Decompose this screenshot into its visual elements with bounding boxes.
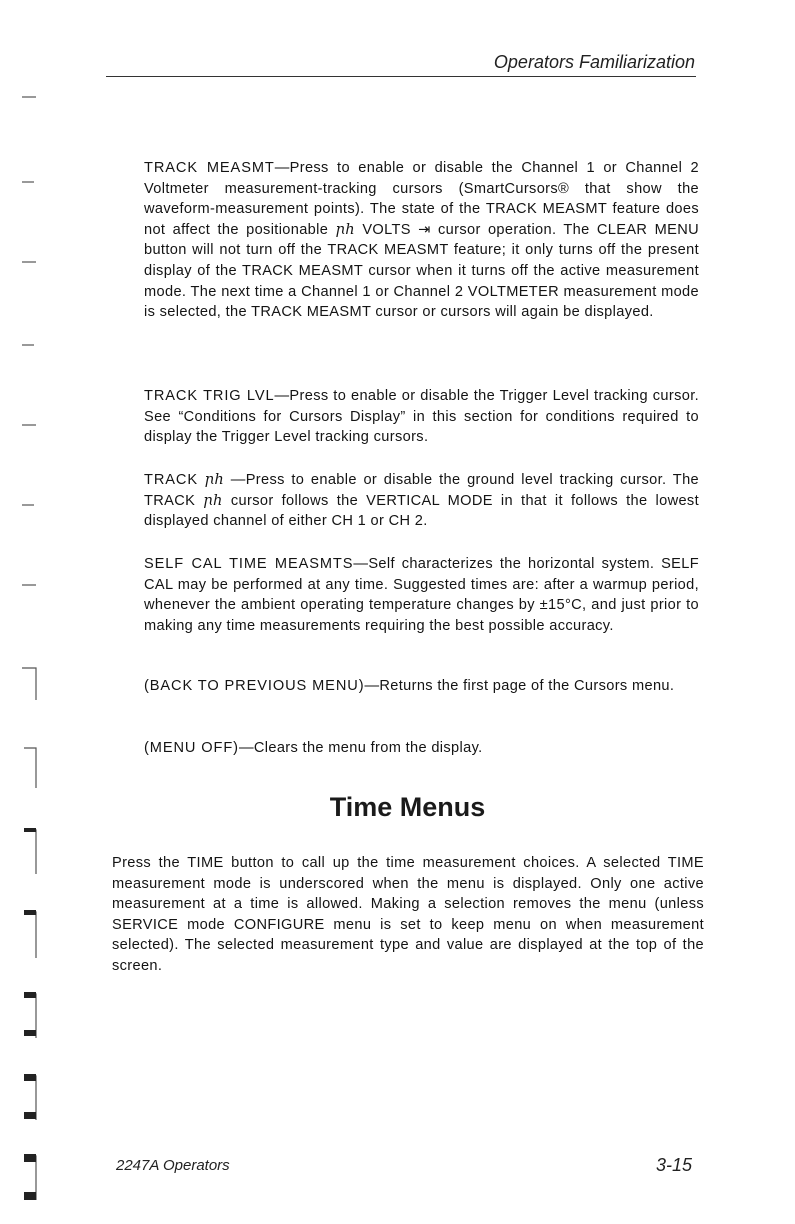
- ground-symbol: ꞃh: [204, 471, 225, 488]
- entry-term: TRACK MEASMT: [144, 160, 275, 176]
- entry-term: TRACK: [144, 472, 198, 488]
- section-body: Press the TIME button to call up the time measurement choices. A selected TIME measurement mode is underscored when the menu is displayed. Only one active measurement at a time is allowed. Making a selection removes the menu (unless SERVICE mode CONFIGURE menu is set to keep menu on when measurement selected). The selected measurement type and value are displayed at the top of the screen.: [112, 855, 704, 974]
- entry-menu-off: [144, 738, 699, 759]
- ground-symbol: ꞃh: [335, 220, 356, 238]
- entry-term: TRACK TRIG LVL: [144, 388, 275, 404]
- entry-self-cal: [144, 554, 699, 636]
- header-rule: [106, 76, 696, 77]
- entry-track-trig-lvl: [144, 386, 699, 448]
- entry-text: —Self characterizes the horizontal system. SELF CAL may be performed at any time. Suggested times are: after a warmup period, whenever the ambient operating temperature changes by ±15°C, and just prior to making any time measurements requiring the best possible accuracy.: [144, 556, 699, 634]
- entry-text: —Press to enable or disable the Channel 1 or Channel 2 Voltmeter measurement-tracking cursors (SmartCursors® that show the waveform-measurement points). The state of the TRACK MEASMT feature does not affect the positionable: [144, 160, 699, 238]
- entry-track-measmt: [144, 158, 699, 323]
- entry-term: SELF CAL TIME MEASMTS: [144, 556, 354, 572]
- entry-term: (MENU OFF): [144, 740, 239, 756]
- entry-text: —Press to enable or disable the Trigger Level tracking cursor. See “Conditions for Cursors Display” in this section for conditions required to display the Trigger Level tracking cursors.: [144, 388, 700, 446]
- binding-margin-marks: [0, 0, 44, 1224]
- entry-back-to-previous: [144, 676, 699, 697]
- entry-text: —Returns the first page of the Cursors menu.: [364, 678, 675, 694]
- footer-manual-title: 2247A Operators: [116, 1157, 230, 1174]
- entry-term: (BACK TO PREVIOUS MENU): [144, 678, 365, 694]
- entry-text: cursor follows the VERTICAL MODE in that it follows the lowest displayed channel of either CH 1 or CH 2.: [144, 492, 699, 530]
- entry-text: —Clears the menu from the display.: [238, 740, 483, 756]
- entry-text: VOLTS ⇥ cursor operation. The CLEAR MENU button will not turn off the TRACK MEASMT feature; it only turns off the present display of the TRACK MEASMT cursor when it turns off the active measurement mode. The next time a Channel 1 or Channel 2 VOLTMETER measurement mode is selected, the TRACK MEASMT cursor or cursors will again be displayed.: [144, 221, 699, 321]
- page-number: 3-15: [656, 1155, 693, 1175]
- running-header: Operators Familiarization: [493, 52, 695, 72]
- entry-text: —Press to enable or disable the ground level tracking cursor. The TRACK: [144, 472, 699, 509]
- ground-symbol: ꞃh: [203, 491, 223, 509]
- entry-track-ground: [144, 470, 699, 532]
- section-heading: Time Menus: [329, 792, 486, 822]
